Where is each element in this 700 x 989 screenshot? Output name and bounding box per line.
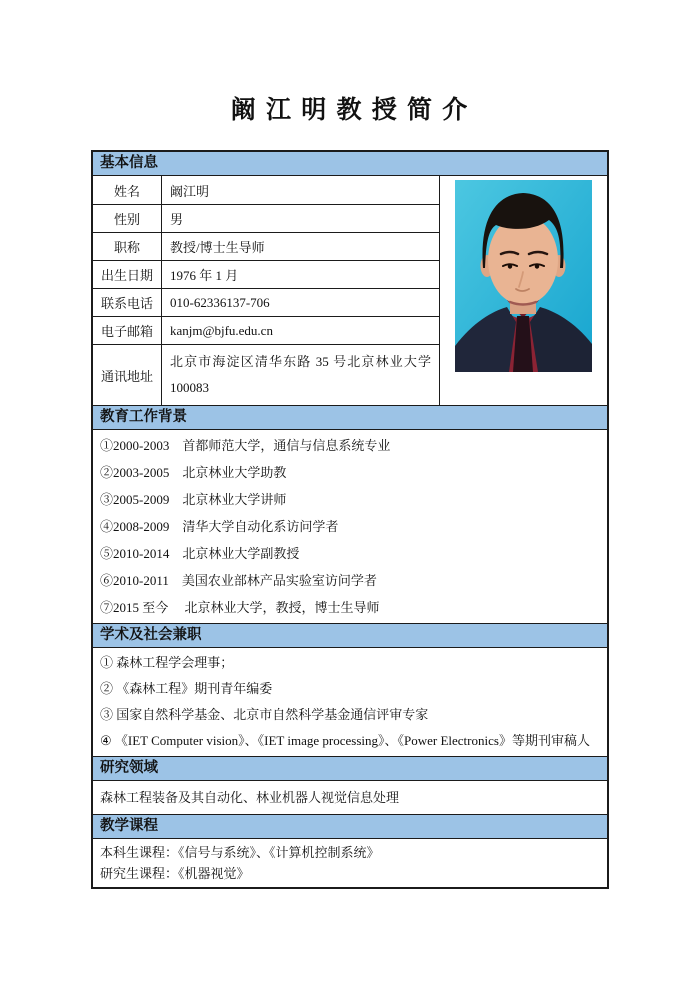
- info-label-phone: 联系电话: [93, 289, 162, 316]
- list-item: ⑦2015 至今 北京林业大学，教授，博士生导师: [100, 600, 380, 615]
- info-row-birthdate: [93, 260, 439, 288]
- academic-list: [93, 648, 607, 756]
- info-label-title: 职称: [93, 233, 162, 260]
- info-row-address: [93, 344, 439, 405]
- list-item: ③ 国家自然科学基金、北京市自然科学基金通信评审专家: [100, 707, 429, 722]
- section-header-research: 研究领域: [93, 756, 607, 781]
- basic-info-rows: [93, 176, 439, 405]
- section-header-academic: 学术及社会兼职: [93, 623, 607, 648]
- list-item: ③2005-2009 北京林业大学讲师: [100, 492, 287, 507]
- info-value-phone: 010-62336137-706: [170, 294, 270, 310]
- profile-photo: [455, 180, 592, 372]
- info-label-name: 姓名: [93, 176, 162, 204]
- list-item: 研究生课程：《机器视觉》: [100, 866, 250, 881]
- info-label-birthdate: 出生日期: [93, 261, 162, 288]
- info-value-name: 阚江明: [170, 183, 210, 199]
- info-label-email: 电子邮箱: [93, 317, 162, 344]
- info-row-name: [93, 176, 439, 204]
- info-row-title: [93, 232, 439, 260]
- teaching-list: [93, 839, 607, 887]
- list-item: ④2008-2009 清华大学自动化系访问学者: [100, 519, 339, 534]
- list-item: 本科生课程：《信号与系统》、《计算机控制系统》: [100, 845, 380, 860]
- page-title: 阚 江 明 教 授 简 介: [230, 97, 470, 124]
- education-list: [93, 430, 607, 623]
- section-header-teaching: 教学课程: [93, 814, 607, 839]
- info-label-gender: 性别: [93, 205, 162, 232]
- info-value-title: 教授/博士生导师: [170, 240, 265, 255]
- list-item: ① 森林工程学会理事；: [100, 655, 234, 670]
- info-value-address: 北京市海淀区清华东路 35 号北京林业大学 100083: [170, 354, 431, 395]
- list-item: ⑥2010-2011 美国农业部林产品实验室访问学者: [100, 573, 377, 588]
- photo-cell: [439, 176, 607, 405]
- list-item: ⑤2010-2014 北京林业大学副教授: [100, 546, 300, 561]
- list-item: ② 《森林工程》期刊青年编委: [100, 681, 273, 696]
- profile-table: [91, 150, 609, 889]
- info-label-address: 通讯地址: [93, 345, 162, 405]
- info-value-gender: 男: [170, 212, 184, 227]
- list-item: ①2000-2003 首都师范大学，通信与信息系统专业: [100, 438, 391, 453]
- basic-info-block: [93, 176, 607, 405]
- list-item: ②2003-2005 北京林业大学助教: [100, 465, 287, 480]
- info-row-phone: [93, 288, 439, 316]
- info-value-email: kanjm@bjfu.edu.cn: [170, 322, 273, 338]
- info-row-gender: [93, 204, 439, 232]
- section-header-basic-info: 基本信息: [93, 152, 607, 176]
- list-item: ④ 《IET Computer vision》、《IET image processing》、《Power Electronics》等期刊审稿人: [100, 733, 590, 748]
- research-area-text: 森林工程装备及其自动化、林业机器人视觉信息处理: [100, 790, 400, 805]
- section-header-education: 教育工作背景: [93, 405, 607, 430]
- info-value-birthdate: 1976 年 1 月: [170, 268, 239, 283]
- info-row-email: [93, 316, 439, 344]
